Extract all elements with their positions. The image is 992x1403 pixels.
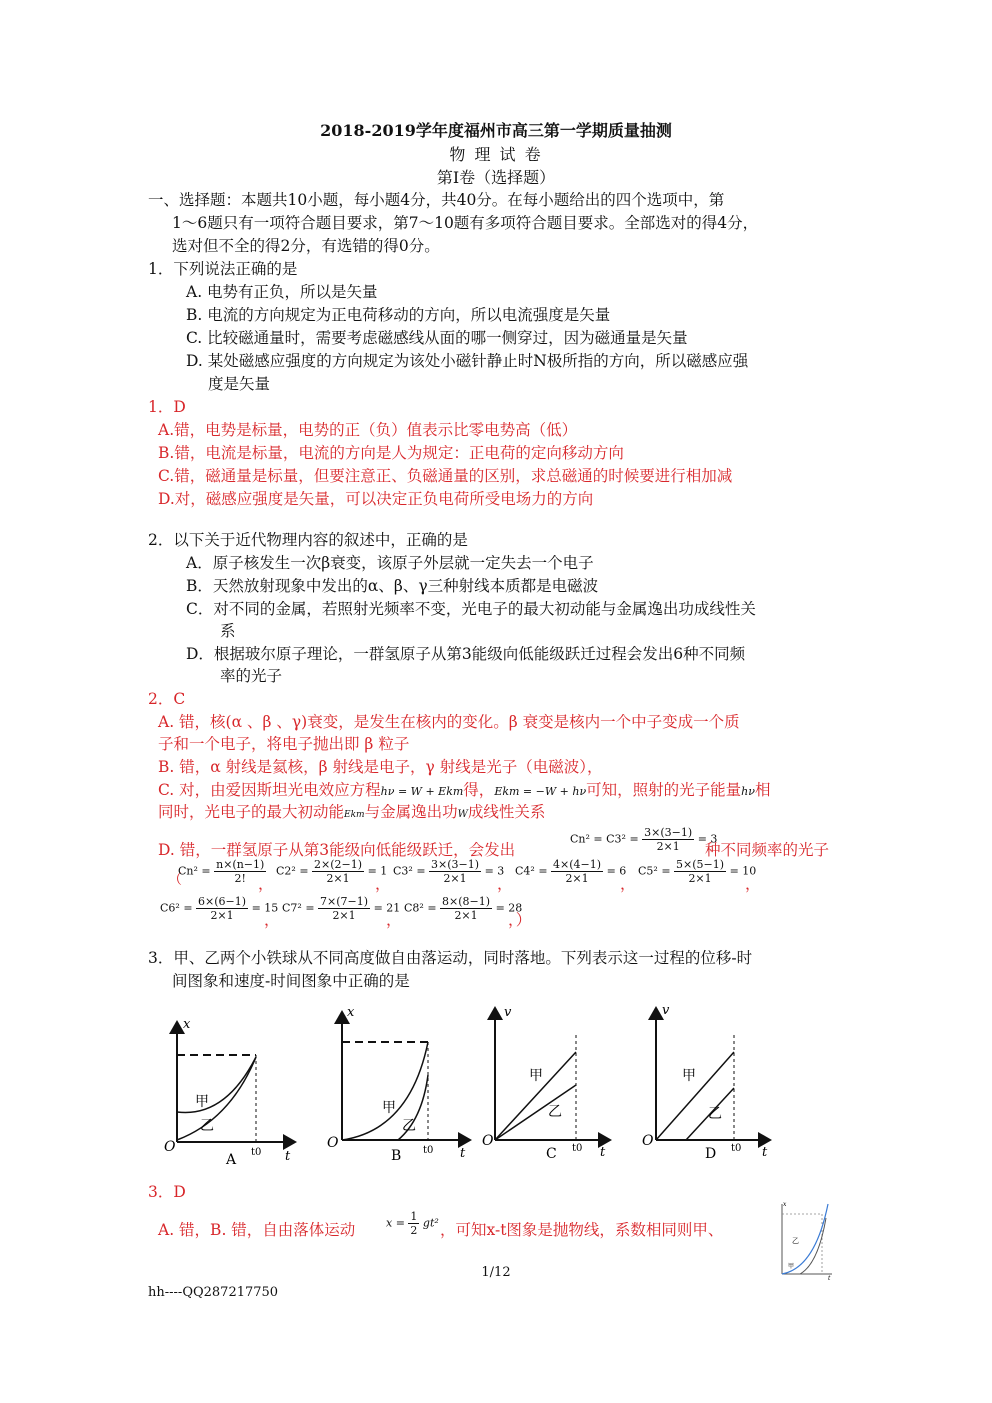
explanation-line: D.对，磁感应强度是矢量，可以决定正负电荷所受电场力的方向 — [158, 490, 594, 508]
graph-letter: A — [226, 1152, 237, 1168]
separator-comma: ， — [745, 875, 761, 893]
t0-label: t0 — [251, 1147, 262, 1158]
formula-combination — [178, 858, 266, 885]
separator-comma: ， — [264, 911, 280, 929]
instruction-line: 选对但不全的得2分，有选错的得0分。 — [172, 237, 440, 255]
answer-label: 3．D — [148, 1183, 186, 1201]
curve-label-jia: 甲 — [682, 1068, 696, 1084]
graph-letter: C — [546, 1146, 557, 1162]
explanation-line: C.错，磁通量是标量，但要注意正、负磁通量的区别，求总磁通的时候要进行相加减 — [158, 467, 733, 485]
axis-y-label: v — [504, 1005, 512, 1020]
curve-label-yi: 乙 — [792, 1237, 799, 1245]
explanation-line-d-end: 种不同频率的光子 — [705, 841, 830, 859]
question-option-cont: 率的光子 — [220, 667, 283, 685]
question-stem: 2．以下关于近代物理内容的叙述中，正确的是 — [148, 531, 468, 549]
formula-rhs: = 21 — [373, 901, 401, 915]
formula-lhs: C2² = — [276, 864, 309, 878]
formula-combination — [282, 895, 400, 922]
page-number: 1/12 — [481, 1265, 511, 1280]
formula-lhs: C6² = — [160, 901, 193, 915]
explanation-text: C. 对，由爱因斯坦光电效应方程 — [158, 781, 381, 799]
formula-num: 4×(4−1) — [553, 858, 602, 871]
formula-lhs: C3² = — [393, 864, 426, 878]
curve-label-jia: 甲 — [529, 1068, 543, 1084]
question-option: D. 某处磁感应强度的方向规定为该处小磁针静止时N极所指的方向，所以磁感应强 — [186, 352, 749, 370]
paren-open: （ — [168, 872, 182, 888]
footer-note: hh----QQ287217750 — [148, 1285, 279, 1300]
graph-letter: B — [391, 1148, 402, 1164]
explanation-line-c — [158, 780, 770, 802]
formula-num: 5×(5−1) — [676, 858, 725, 871]
formula-photoelectric: hν = W + Ekm — [380, 785, 464, 798]
formula-combination — [393, 858, 504, 885]
formula-rhs: gt² — [422, 1216, 439, 1230]
answer-label: 2．C — [148, 690, 186, 708]
formula-lhs: C8² = — [404, 901, 437, 915]
question-option: C. 比较磁通量时，需要考虑磁感线从面的哪一侧穿过，因为磁通量是矢量 — [186, 329, 688, 347]
graph-b — [327, 1005, 470, 1164]
axis-x-label: t — [600, 1145, 606, 1160]
graph-c — [482, 1005, 610, 1162]
origin-label: O — [327, 1135, 339, 1151]
formula-num: 7×(7−1) — [320, 895, 369, 908]
question-option: A．原子核发生一次β衰变，该原子外层就一定失去一个电子 — [186, 554, 594, 572]
formula-rhs: = 10 — [729, 864, 757, 878]
question-option: A. 电势有正负，所以是矢量 — [186, 283, 378, 301]
axis-x-label: t — [762, 1145, 768, 1160]
explanation-line: A. 错，核(α 、β 、γ)衰变，是发生在核内的变化。β 衰变是核内一个中子变成一个质 — [158, 713, 740, 731]
question-option: C．对不同的金属，若照射光频率不变，光电子的最大初动能与金属逸出功成线性关 — [186, 600, 756, 618]
explanation-line-d: D. 错，一群氢原子从第3能级向低能级跃迁，会发出 — [158, 841, 516, 859]
explanation-line: B.错，电流是标量，电流的方向是人为规定：正电荷的定向移动方向 — [158, 444, 624, 462]
formula-rhs: = 1 — [367, 864, 388, 878]
subject-title: 物 理 试 卷 — [449, 145, 543, 164]
formula-den: 2×1 — [454, 909, 478, 922]
formula-den: 2! — [234, 872, 246, 885]
formula-num: 3×(3−1) — [644, 826, 693, 839]
formula-rhs: = 15 — [251, 901, 279, 915]
t0-label: t0 — [572, 1143, 583, 1154]
formula-rhs: = 28 — [495, 901, 523, 915]
axis-y-label: x — [783, 1201, 787, 1208]
question-option: B．天然放射现象中发出的α、β、γ三种射线本质都是电磁波 — [186, 577, 599, 595]
formula-rhs: = 6 — [606, 864, 627, 878]
formula-hv: hν — [741, 785, 755, 798]
formula-rhs: = 3 — [484, 864, 505, 878]
formula-den: 2×1 — [332, 909, 356, 922]
curve-label-yi: 乙 — [402, 1118, 416, 1134]
formula-combination — [515, 858, 626, 885]
graph-a — [164, 1017, 295, 1168]
instruction-line: 1～6题只有一项符合题目要求，第7～10题有多项符合题目要求。全部选对的得4分， — [172, 214, 759, 232]
question-option-cont: 系 — [220, 622, 236, 640]
formula-combination — [404, 895, 522, 922]
question-stem: 3．甲、乙两个小铁球从不同高度做自由落运动，同时落地。下列表示这一过程的位移-时 — [148, 949, 753, 967]
axis-y-label: x — [347, 1005, 355, 1020]
formula-lhs: C5² = — [638, 864, 671, 878]
explanation-line: B. 错，α 射线是氦核，β 射线是电子，γ 射线是光子（电磁波）， — [158, 758, 603, 776]
t0-label: t0 — [423, 1145, 434, 1156]
explanation-line-c2 — [158, 802, 545, 825]
separator-comma: ， — [497, 875, 513, 893]
explanation-text: 同时，光电子的最大初动能 — [158, 803, 345, 821]
graph-d — [642, 1003, 770, 1162]
axis-x-label: t — [828, 1275, 831, 1280]
formula-free-fall — [386, 1210, 439, 1237]
question-option-cont: 度是矢量 — [208, 375, 271, 393]
axis-x-label: t — [285, 1149, 291, 1164]
formula-num: 2×(2−1) — [314, 858, 363, 871]
formula-combination — [160, 895, 278, 922]
separator-comma: ， — [386, 911, 402, 929]
formula-ekm-inline: Ekm — [344, 810, 365, 820]
curve-label-yi: 乙 — [200, 1118, 214, 1134]
explanation-line: A.错，电势是标量，电势的正（负）值表示比零电势高（低） — [158, 421, 578, 439]
explanation-line: 子和一个电子，将电子抛出即 β 粒子 — [158, 735, 410, 753]
graphs-figure — [150, 1000, 850, 1170]
separator-comma: ， — [375, 875, 391, 893]
explanation-line: A. 错，B. 错，自由落体运动 — [158, 1221, 356, 1239]
formula-den: 2×1 — [565, 872, 589, 885]
question-stem-cont: 间图象和速度-时间图象中正确的是 — [172, 972, 410, 990]
formula-num: 8×(8−1) — [442, 895, 491, 908]
graph-letter: D — [705, 1146, 717, 1162]
formula-den: 2×1 — [443, 872, 467, 885]
formula-num: 1 — [410, 1210, 418, 1223]
answer-label: 1．D — [148, 398, 186, 416]
question-option: B. 电流的方向规定为正电荷移动的方向，所以电流强度是矢量 — [186, 306, 611, 324]
explanation-text: 得， — [463, 781, 495, 799]
t0-label: t0 — [731, 1143, 742, 1154]
separator-comma: ， — [620, 875, 636, 893]
instruction-line: 一、选择题：本题共10小题，每小题4分，共40分。在每小题给出的四个选项中，第 — [148, 191, 725, 209]
page-title: 2018-2019学年度福州市高三第一学期质量抽测 — [320, 121, 672, 140]
origin-label: O — [164, 1139, 176, 1155]
curve-label-yi: 乙 — [548, 1104, 562, 1120]
formula-den: 2×1 — [688, 872, 712, 885]
question-option: D．根据玻尔原子理论，一群氢原子从第3能级向低能级跃迁过程会发出6种不同频 — [186, 645, 746, 663]
formula-den: 2×1 — [326, 872, 350, 885]
explanation-line-cont: ，可知x-t图象是抛物线，系数相同则甲、 — [440, 1221, 724, 1239]
volume-title: 第Ⅰ卷（选择题） — [436, 168, 556, 187]
explanation-text: 相 — [754, 781, 771, 799]
origin-label: O — [642, 1133, 654, 1149]
curve-label-yi: 乙 — [708, 1106, 722, 1122]
formula-rhs: = 3 — [697, 832, 718, 846]
formula-lhs: x = — [386, 1216, 405, 1230]
explanation-text: 可知，照射的光子能量 — [586, 781, 742, 799]
formula-den: 2×1 — [656, 840, 680, 853]
formula-num: n×(n−1) — [216, 858, 265, 871]
formula-w: W — [457, 809, 468, 820]
formula-lhs: Cn² = — [178, 864, 211, 878]
question-stem: 1．下列说法正确的是 — [148, 260, 298, 278]
formula-lhs: C7² = — [282, 901, 315, 915]
origin-label: O — [482, 1133, 494, 1149]
separator-comma: ， — [258, 875, 274, 893]
formula-lhs: C4² = — [515, 864, 548, 878]
curve-label-jia: 甲 — [382, 1100, 396, 1116]
formula-combination — [638, 858, 756, 885]
formula-num: 3×(3−1) — [431, 858, 480, 871]
formula-combination — [276, 858, 387, 885]
axis-y-label: v — [662, 1003, 670, 1018]
curve-label-jia: 甲 — [195, 1094, 209, 1110]
formula-combination-main — [570, 826, 717, 853]
formula-num: 6×(6−1) — [198, 895, 247, 908]
formula-ekm: Ekm = −W + hν — [494, 785, 587, 798]
axis-x-label: t — [460, 1146, 466, 1161]
curve-label-jia: 甲 — [788, 1263, 795, 1270]
paren-close: ，） — [508, 911, 532, 929]
formula-den: 2×1 — [210, 909, 234, 922]
explanation-text: 与金属逸出功 — [364, 803, 458, 821]
formula-lhs: Cn² = C3² = — [570, 832, 639, 846]
explanation-text: 成线性关系 — [467, 803, 546, 821]
formula-den: 2 — [410, 1224, 418, 1237]
axis-y-label: x — [183, 1017, 191, 1032]
